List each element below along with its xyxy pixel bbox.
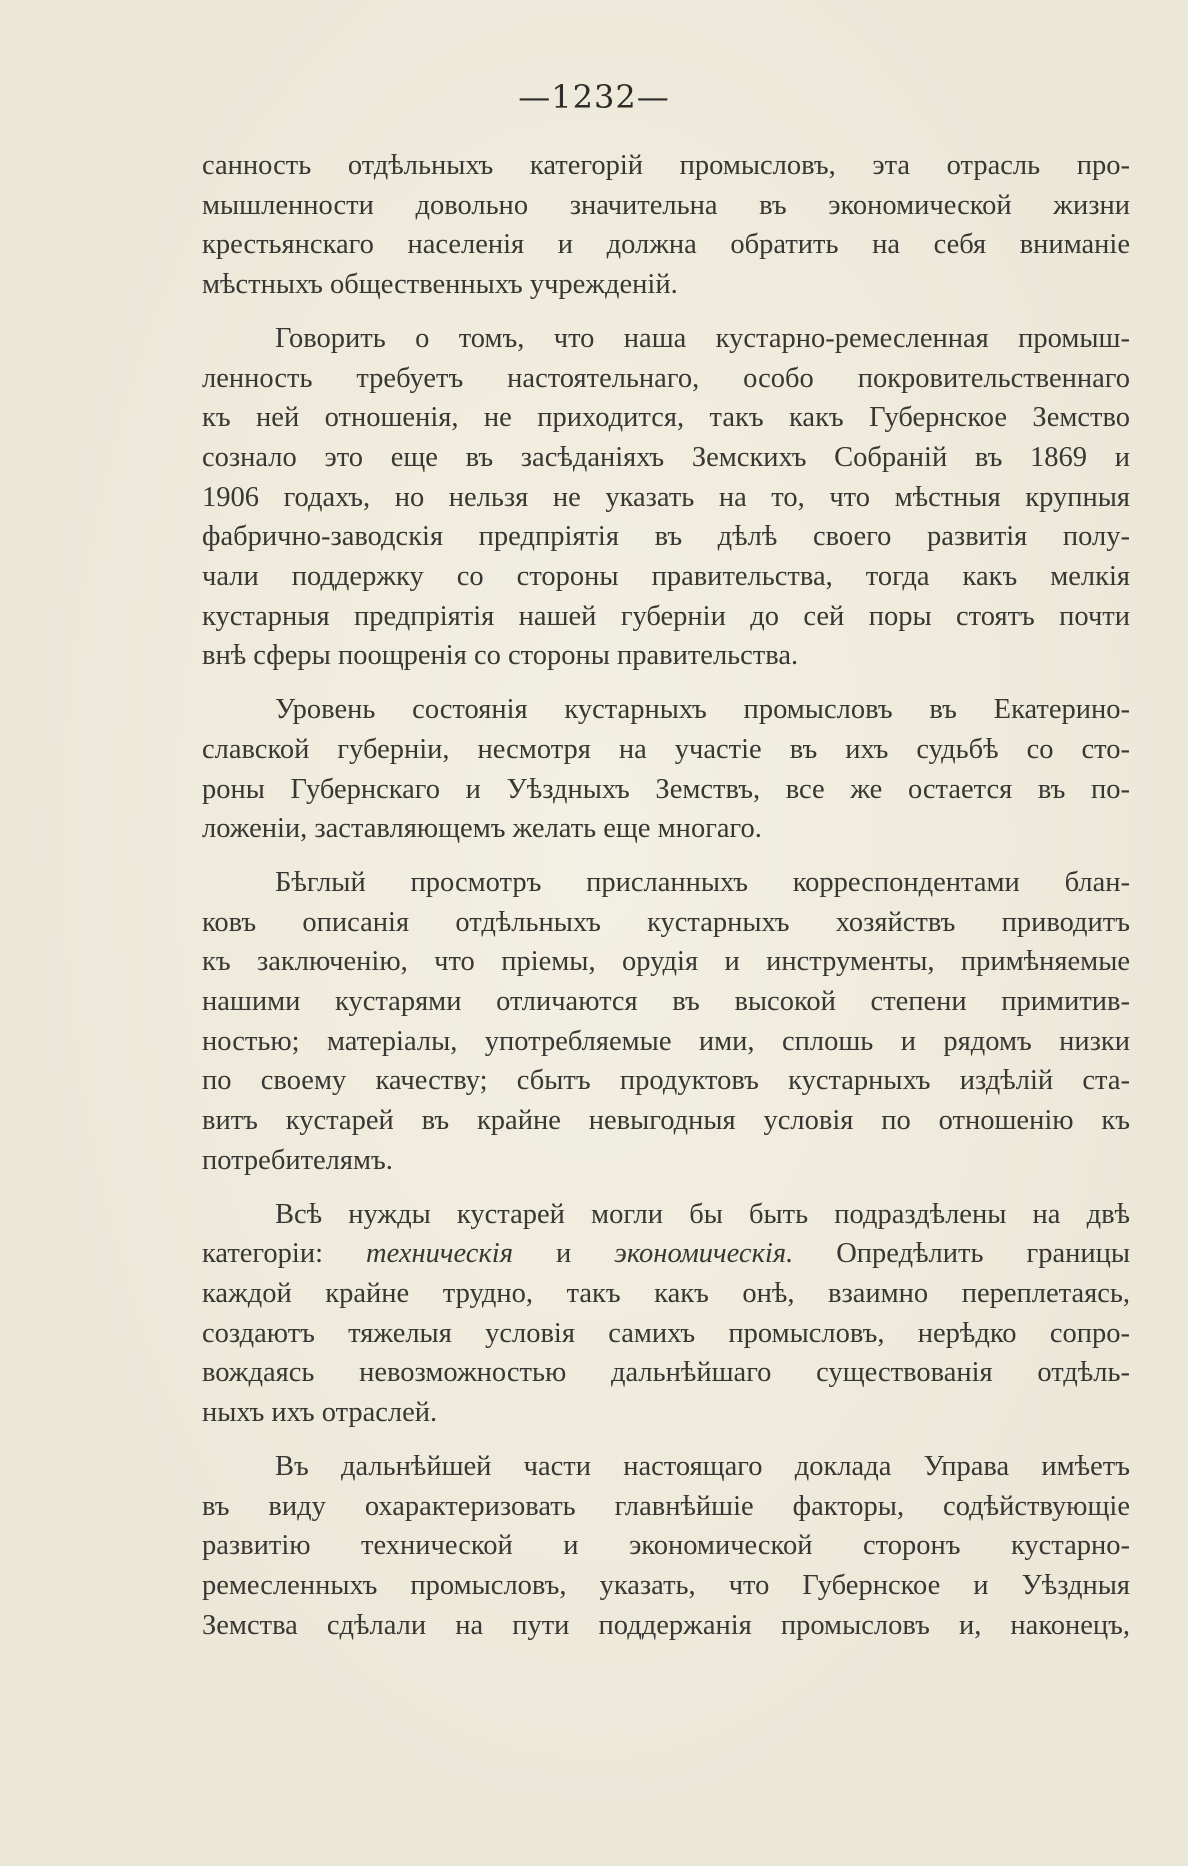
text-line: создаютъ тяжелыя условія самихъ промысловъ, нерѣдко сопро- xyxy=(202,1317,1130,1349)
text-line: ностью; матеріалы, употребляемые ими, сплошь и рядомъ низки xyxy=(202,1025,1130,1057)
text-line: ковъ описанія отдѣльныхъ кустарныхъ хозяйствъ приводитъ xyxy=(202,906,1130,938)
paragraph xyxy=(202,319,1130,676)
paragraph xyxy=(202,1447,1130,1646)
paragraph xyxy=(202,1195,1130,1433)
text-line: развитію технической и экономической сторонъ кустарно- xyxy=(202,1530,1130,1562)
text-line: роны Губернскаго и Уѣздныхъ Земствъ, все же остается въ по- xyxy=(202,773,1130,805)
body-text xyxy=(202,146,1130,1645)
text-line: Земства сдѣлали на пути поддержанія промысловъ и, наконецъ, xyxy=(202,1609,1130,1641)
text-line: мышленности довольно значительна въ экономической жизни xyxy=(202,189,1130,221)
text-line: Говорить о томъ, что наша кустарно-ремесленная промыш- xyxy=(275,322,1130,354)
text-line: Всѣ нужды кустарей могли бы быть подраздѣлены на двѣ xyxy=(275,1198,1130,1230)
text-line: нашими кустарями отличаются въ высокой степени примитив- xyxy=(202,986,1130,1018)
text-line: ремесленныхъ промысловъ, указать, что Губернское и Уѣздныя xyxy=(202,1569,1130,1601)
text-line: фабрично-заводскія предпріятія въ дѣлѣ своего развитія полу- xyxy=(202,521,1130,553)
text-line: кустарныя предпріятія нашей губерніи до сей поры стоятъ почти xyxy=(202,600,1130,632)
text-line: Бѣглый просмотръ присланныхъ корреспондентами блан- xyxy=(275,866,1130,898)
text-line: славской губерніи, несмотря на участіе въ ихъ судьбѣ со сто- xyxy=(202,733,1130,765)
text-line: санность отдѣльныхъ категорій промысловъ, эта отрасль про- xyxy=(202,150,1130,181)
text-line: каждой крайне трудно, такъ какъ онѣ, взаимно переплетаясь, xyxy=(202,1277,1130,1309)
text-line: Въ дальнѣйшей части настоящаго доклада Управа имѣетъ xyxy=(275,1450,1130,1482)
text-line: сознало это еще въ засѣданіяхъ Земскихъ Собраній въ 1869 и xyxy=(202,441,1130,473)
text-line: чали поддержку со стороны правительства, тогда какъ мелкія xyxy=(202,561,1130,593)
text-line: мѣстныхъ общественныхъ учрежденій. xyxy=(202,269,678,301)
paragraph xyxy=(202,863,1130,1181)
page-number: —1232— xyxy=(518,78,670,116)
text-line: къ ней отношенія, не приходится, такъ какъ Губернское Земство xyxy=(202,402,1130,434)
paragraph xyxy=(202,690,1130,849)
text-line: крестьянскаго населенія и должна обратить на себя вниманіе xyxy=(202,229,1130,261)
text-line: въ виду охарактеризовать главнѣйшіе факторы, содѣйствующіе xyxy=(202,1490,1130,1522)
text-line: 1906 годахъ, но нельзя не указать на то, что мѣстныя крупныя xyxy=(202,481,1130,513)
text-line: вождаясь невозможностью дальнѣйшаго существованія отдѣль- xyxy=(202,1357,1130,1389)
text-line: къ заключенію, что пріемы, орудія и инструменты, примѣняемые xyxy=(202,946,1130,978)
text-line: по своему качеству; сбытъ продуктовъ кустарныхъ издѣлій ста- xyxy=(202,1065,1130,1097)
text-line: ложеніи, заставляющемъ желать еще многаго. xyxy=(202,813,762,845)
text-line: категоріи: техническія и экономическія. Опредѣлить границы xyxy=(202,1238,1130,1270)
text-line: потребителямъ. xyxy=(202,1144,393,1176)
text-line: ныхъ ихъ отраслей. xyxy=(202,1397,438,1429)
text-line: ленность требуетъ настоятельнаго, особо покровительственнаго xyxy=(202,362,1130,394)
text-line: внѣ сферы поощренія со стороны правительства. xyxy=(202,640,799,672)
text-line: витъ кустарей въ крайне невыгодныя условія по отношенію къ xyxy=(202,1105,1130,1137)
text-line: Уровень состоянія кустарныхъ промысловъ въ Екатерино- xyxy=(275,694,1130,726)
paragraph xyxy=(202,146,1130,305)
